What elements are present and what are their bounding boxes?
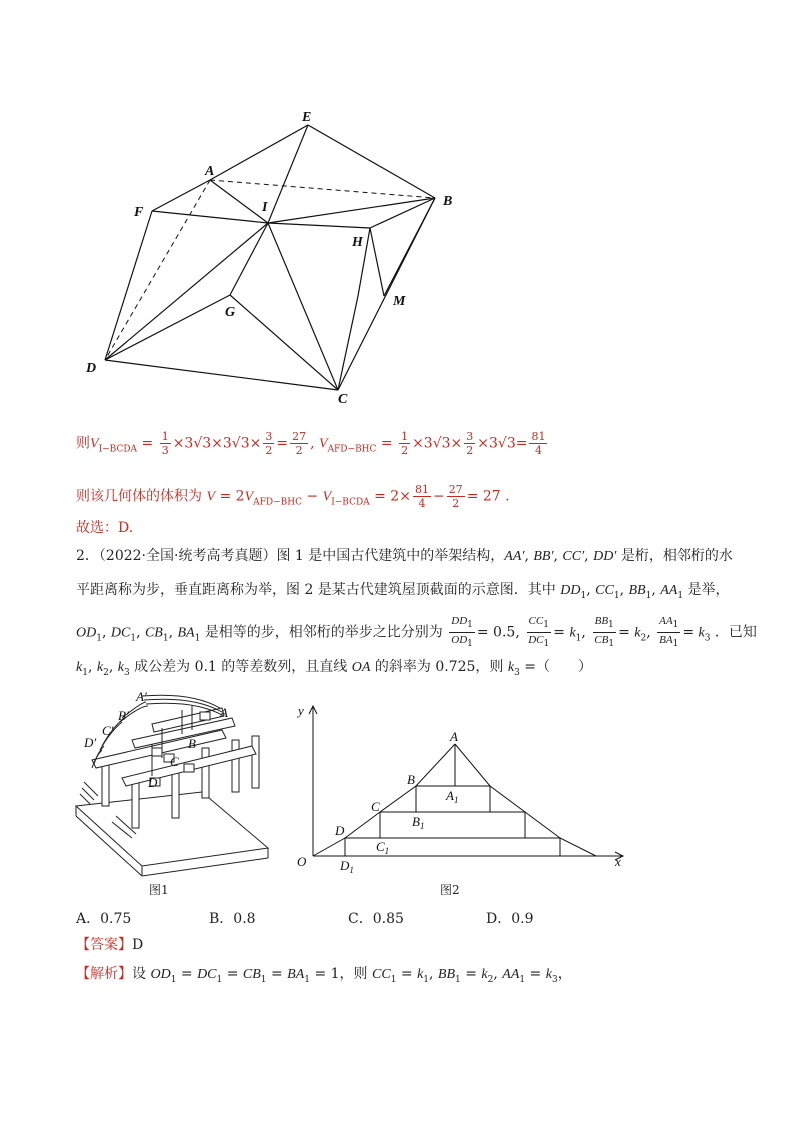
solution-answer: 故选：D. [76,520,134,536]
fig2-label-B1: $B_1$ [412,814,425,831]
point-label-H: H [352,235,363,250]
point-label-D: D [86,361,97,376]
fig2-label-D: D [335,823,345,838]
fig1-label-C-prime: C′ [102,723,114,738]
question-line-3: $OD_1$, $DC_1$, $CB_1$, $BA_1$ 是相等的步，相邻桁的举步之比分别为 $\frac{DD_1}{OD_1}$ = 0.5, $\frac{CC_1}{DC_1}$ = $k_1$, $\frac{BB_1}{CB_1}$ = $k_2$, $\frac{AA_1}{BA_1}$ = $k_3$ ．已知 [76,615,757,650]
option-C[interactable]: C．0.85 [348,911,404,927]
point-label-C: C [338,392,348,407]
solution-line-2: 则该几何体的体积为 $V = 2V_{AFD-BHC} - V_{I-BCDA} = 2\times$ $\frac{81}{4}$ − $\frac{27}{2}$ = 27 . [76,483,510,510]
answer-line [76,938,143,952]
point-label-B: B [443,194,453,209]
fig1-label-D-prime: D′ [84,735,97,750]
fig1-label-A: A [220,705,228,720]
figure-1-bracket-structure [72,688,272,878]
fig2-label-C1: $C_1$ [376,839,390,856]
answer-tag: 【答案】 [76,937,132,953]
point-label-A: A [205,164,215,179]
question-line-4: $k_1$, $k_2$, $k_3$ 成公差为 0.1 的等差数列，且直线 OA 的斜率为 0.725，则 $k_3$ =（ ） [76,659,592,678]
fig2-label-D1: $D_1$ [340,858,354,875]
option-A[interactable]: A．0.75 [76,911,132,927]
point-label-E: E [302,110,312,125]
fig2-label-O: O [297,854,307,869]
solution-line-1: 则$V_{I-BCDA}$ = $\frac{1}{3}$ ×3√3×3√3× $\frac{3}{2}$ = $\frac{27}{2}$ , $V_{AFD-BHC}$ = $\frac{1}{2}$ ×3√3× $\frac{3}{2}$ ×3√3= $\frac{81}{4}$ [76,430,546,457]
polyhedron-figure [70,100,470,410]
analysis-tag: 【解析】 [76,966,132,982]
answer-value: D [132,937,144,953]
question-line-1: 2．（2022·全国·统考高考真题）图 1 是中国古代建筑中的举架结构，AA′, BB′, CC′, DD′ 是桁，相邻桁的水 [76,548,733,564]
fig2-label-B: B [407,772,415,787]
option-B[interactable]: B．0.8 [209,911,256,927]
point-label-G: G [225,305,236,320]
figure-1-caption: 图1 [149,883,169,897]
fig1-label-B: B [188,736,196,751]
fig2-label-y: y [298,703,304,718]
analysis-line: 【解析】设 $OD_1 = DC_1 = CB_1 = BA_1 = 1$，则 $CC_1 = k_1$, $BB_1 = k_2$, $AA_1 = k_3$， [76,966,572,985]
fig1-label-D: D [148,775,158,790]
question-line-2: 平距离称为步，垂直距离称为举，图 2 是某古代建筑屋顶截面的示意图．其中 $DD_1$, $CC_1$, $BB_1$, $AA_1$ 是举， [76,582,730,601]
point-label-I: I [262,200,268,215]
point-label-M: M [393,294,406,309]
fig1-label-C: C [170,754,179,769]
figure-2-caption: 图2 [440,883,460,897]
figure-2-cross-section [290,700,630,880]
fig2-label-x: x [615,854,621,869]
fig2-label-A1: $A_1$ [446,788,459,805]
point-label-F: F [134,205,144,220]
fig2-label-C: C [371,799,380,814]
option-D[interactable]: D．0.9 [486,911,534,927]
fig2-label-A: A [450,729,458,744]
fig1-label-A-prime: A′ [136,689,147,704]
fig1-label-B-prime: B′ [118,708,129,723]
